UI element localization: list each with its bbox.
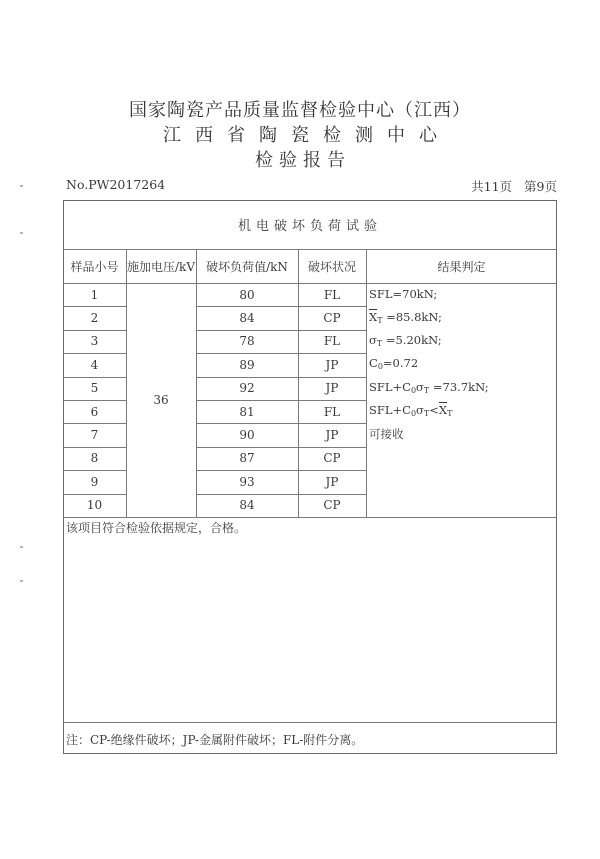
report-title: 检验报告 [255, 150, 351, 171]
scan-mark [20, 232, 23, 234]
column-header: 施加电压/kV [127, 259, 195, 274]
load-value: 89 [239, 357, 255, 372]
voltage-value: 36 [153, 393, 169, 407]
failure-status: JP [325, 357, 339, 372]
load-value: 92 [239, 381, 255, 396]
load-value: 80 [239, 287, 255, 302]
mean-line: $\overline{X}_T =85.8kN$; [369, 310, 442, 325]
report-number: No.PW2017264 [66, 177, 166, 192]
sample-number: 1 [90, 287, 99, 302]
sample-number: 9 [90, 474, 99, 489]
load-value: 78 [239, 334, 255, 349]
failure-status: JP [325, 381, 339, 396]
sample-number: 3 [90, 334, 99, 349]
failure-status: CP [323, 498, 341, 513]
column-rule [366, 249, 367, 517]
page-info [459, 177, 557, 195]
scan-mark [20, 580, 23, 582]
load-value: 90 [239, 428, 255, 443]
conclusion-text: 该项目符合检验依据规定，合格。 [66, 521, 247, 535]
failure-status: JP [325, 474, 339, 489]
failure-status: FL [323, 287, 341, 302]
sample-number: 2 [90, 311, 99, 326]
center-name: 国家陶瓷产品质量监督检验中心（江西） [129, 100, 471, 121]
c0-line: $C_0=0.72$ [369, 356, 419, 371]
compare-line: $SFL+C_0\sigma_T<\overline{X}_T$ [369, 403, 453, 418]
sample-number: 10 [86, 498, 103, 513]
page-number: 第9页 [524, 179, 557, 194]
failure-status: CP [323, 451, 341, 466]
load-value: 93 [239, 474, 255, 489]
scan-mark [20, 185, 23, 187]
column-header: 结果判定 [437, 259, 486, 274]
load-value: 81 [239, 404, 255, 419]
sample-number: 5 [90, 381, 99, 396]
failure-status: FL [323, 334, 341, 349]
accept-line: 可接收 [369, 427, 404, 441]
sample-number: 6 [90, 404, 99, 419]
sample-number: 7 [90, 428, 99, 443]
sum-line: $SFL+C_0\sigma_T =73.7kN$; [369, 380, 489, 395]
sample-number: 4 [90, 357, 99, 372]
load-value: 84 [239, 498, 255, 513]
failure-status: CP [323, 311, 341, 326]
column-header: 破坏状况 [307, 259, 356, 274]
load-value: 87 [239, 451, 255, 466]
lab-name: 江西省陶瓷检测中心 [163, 125, 451, 146]
sample-number: 8 [90, 451, 99, 466]
sfl-line: SFL=70kN; [369, 287, 438, 301]
failure-status: JP [325, 428, 339, 443]
failure-status: FL [323, 404, 341, 419]
sigma-line: $\sigma_T =5.20kN$; [369, 333, 442, 348]
total-pages: 共11页 [471, 179, 513, 194]
column-header: 样品小号 [70, 259, 119, 274]
column-header: 破坏负荷值/kN [206, 259, 288, 274]
test-title: 机电破坏负荷试验 [237, 219, 382, 234]
note-rule [63, 722, 557, 723]
scan-mark [20, 546, 23, 548]
footnote: 注：CP-绝缘件破坏；JP-金属附件破坏；FL-附件分离。 [66, 733, 364, 747]
load-value: 84 [239, 311, 255, 326]
table-rule [63, 517, 557, 518]
